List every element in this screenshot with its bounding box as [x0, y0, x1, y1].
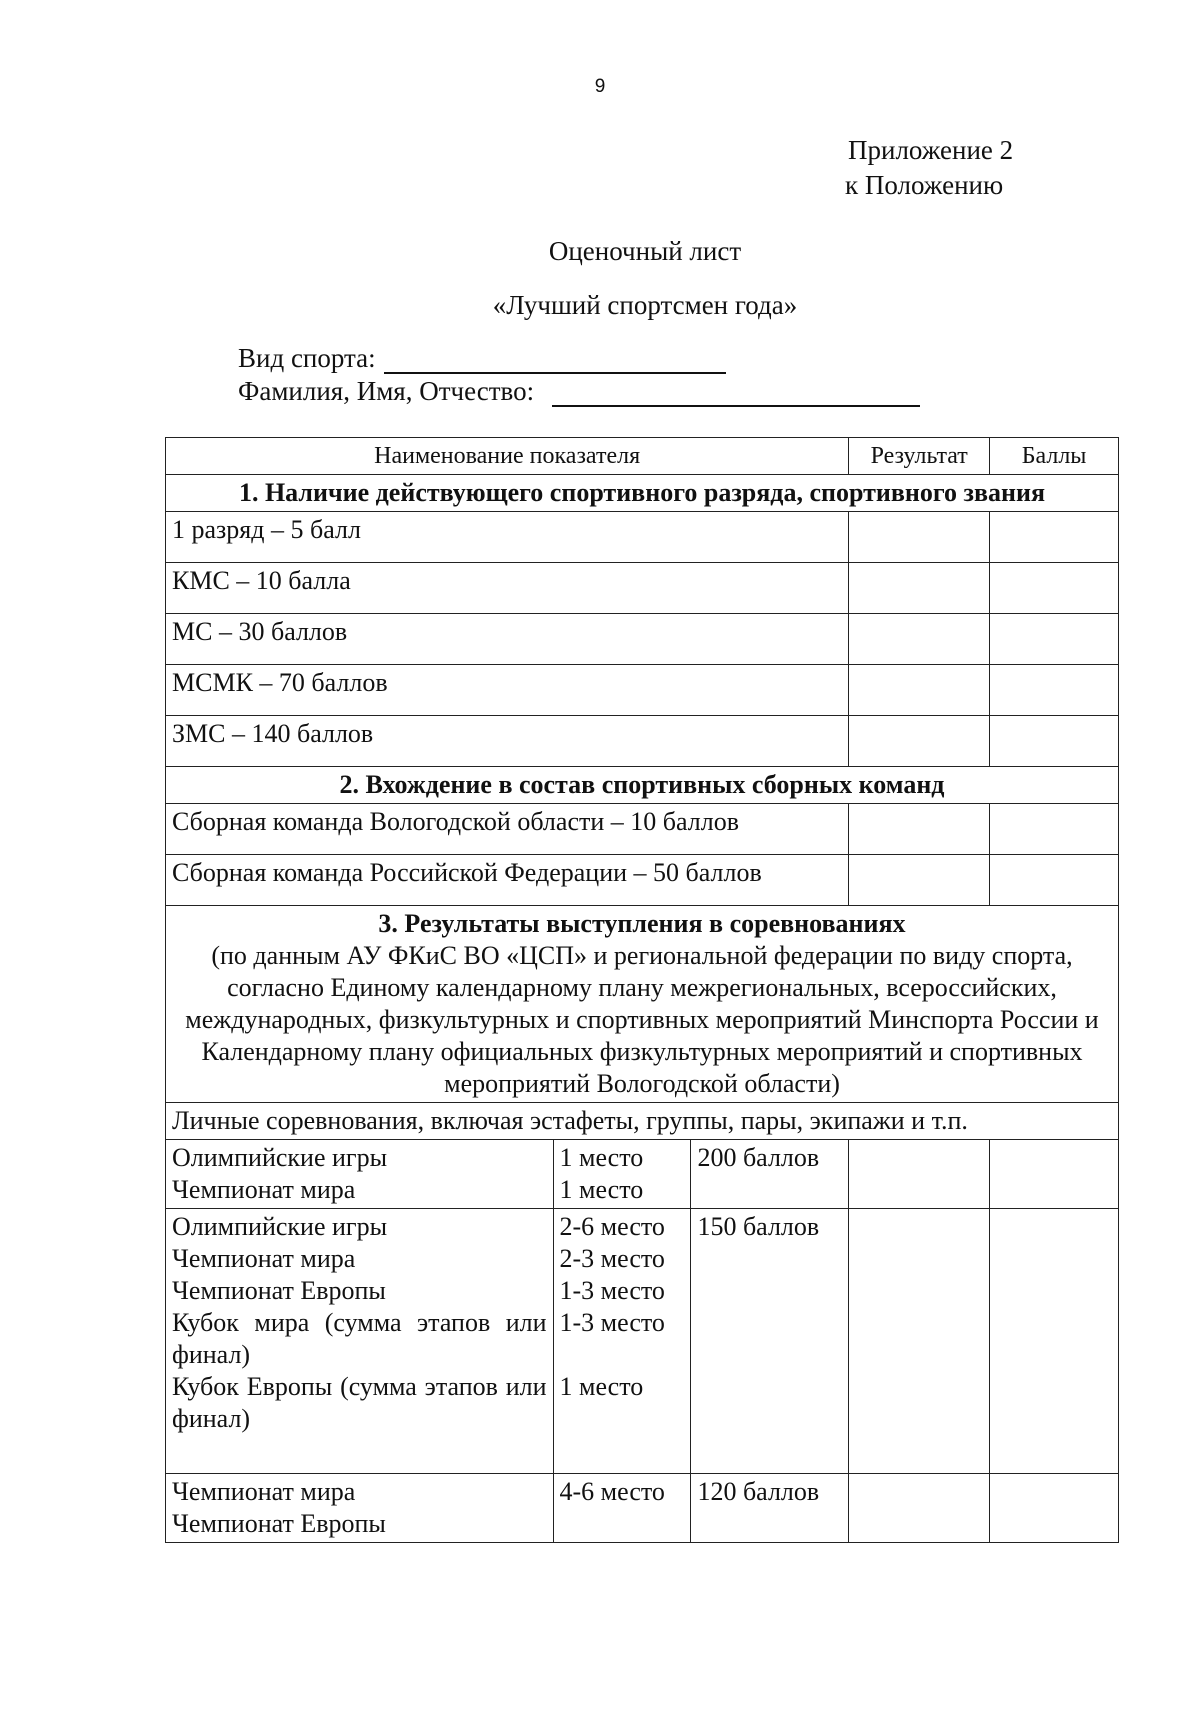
event-cell — [166, 1140, 554, 1209]
place-cell — [553, 1474, 691, 1543]
section-3-title: 3. Результаты выступления в соревнованиях — [378, 909, 906, 938]
score-table — [165, 437, 1119, 1543]
result-cell[interactable] — [849, 563, 990, 614]
rank-item: МС – 30 баллов — [166, 614, 849, 665]
event-name: Чемпионат мира — [172, 1175, 356, 1204]
sport-label: Вид спорта: — [238, 343, 376, 373]
result-cell[interactable] — [849, 1474, 990, 1543]
team-item: Сборная команда Российской Федерации – 50 баллов — [166, 855, 849, 906]
place: 1 место — [559, 1175, 644, 1204]
sport-field — [238, 342, 726, 374]
points-cell[interactable] — [990, 1209, 1119, 1474]
table-row — [166, 1140, 1119, 1209]
award-points: 120 баллов — [691, 1474, 849, 1543]
place: 1-3 место — [559, 1308, 665, 1337]
page-number: 9 — [594, 76, 606, 97]
appendix-line-1: Приложение 2 — [848, 135, 1014, 165]
fio-input-line[interactable] — [552, 375, 920, 407]
award-points: 150 баллов — [691, 1209, 849, 1474]
points-cell[interactable] — [990, 855, 1119, 906]
event-name: Чемпионат Европы — [172, 1276, 386, 1305]
table-row — [166, 855, 1119, 906]
event-name: Чемпионат мира — [172, 1477, 356, 1506]
appendix-line-2: к Положению — [845, 170, 1004, 200]
event-name: Олимпийские игры — [172, 1212, 388, 1241]
document-subtitle: «Лучший спортсмен года» — [492, 290, 798, 320]
result-cell[interactable] — [849, 716, 990, 767]
rank-item: МСМК – 70 баллов — [166, 665, 849, 716]
points-cell[interactable] — [990, 1474, 1119, 1543]
header-points: Баллы — [990, 438, 1119, 475]
section-2-header — [166, 767, 1119, 804]
table-row — [166, 614, 1119, 665]
result-cell[interactable] — [849, 1140, 990, 1209]
event-name: Олимпийские игры — [172, 1143, 388, 1172]
result-cell[interactable] — [849, 1209, 990, 1474]
section-3-header — [166, 906, 1119, 1103]
result-cell[interactable] — [849, 804, 990, 855]
result-cell[interactable] — [849, 512, 990, 563]
document-title: Оценочный лист — [548, 236, 742, 266]
table-row — [166, 563, 1119, 614]
section-1-header — [166, 475, 1119, 512]
table-row — [166, 1474, 1119, 1543]
points-cell[interactable] — [990, 1140, 1119, 1209]
place-cell — [553, 1140, 691, 1209]
points-cell[interactable] — [990, 563, 1119, 614]
table-row — [166, 665, 1119, 716]
points-cell[interactable] — [990, 512, 1119, 563]
team-item: Сборная команда Вологодской области – 10 баллов — [166, 804, 849, 855]
section-3-subheading-row — [166, 1103, 1119, 1140]
place-cell — [553, 1209, 691, 1474]
result-cell[interactable] — [849, 855, 990, 906]
sport-input-line[interactable] — [384, 342, 726, 374]
place: 1 место — [559, 1143, 644, 1172]
place: 2-6 место — [559, 1212, 665, 1241]
header-result: Результат — [849, 438, 990, 475]
fio-field — [238, 375, 920, 407]
table-row — [166, 512, 1119, 563]
place: 1-3 место — [559, 1276, 665, 1305]
rank-item: 1 разряд – 5 балл — [166, 512, 849, 563]
table-header-row — [166, 438, 1119, 475]
header-indicator: Наименование показателя — [166, 438, 849, 475]
section-1-title: 1. Наличие действующего спортивного разряда, спортивного звания — [166, 475, 1119, 512]
award-points: 200 баллов — [691, 1140, 849, 1209]
points-cell[interactable] — [990, 614, 1119, 665]
event-cell — [166, 1209, 554, 1474]
table-row — [166, 804, 1119, 855]
event-name: Чемпионат Европы — [172, 1509, 386, 1538]
event-name: Кубок мира (сумма этапов или финал) — [172, 1308, 547, 1369]
event-cell — [166, 1474, 554, 1543]
result-cell[interactable] — [849, 665, 990, 716]
result-cell[interactable] — [849, 614, 990, 665]
place: 2-3 место — [559, 1244, 665, 1273]
points-cell[interactable] — [990, 716, 1119, 767]
rank-item: ЗМС – 140 баллов — [166, 716, 849, 767]
rank-item: КМС – 10 балла — [166, 563, 849, 614]
fio-label: Фамилия, Имя, Отчество: — [238, 376, 535, 406]
place: 4-6 место — [559, 1477, 665, 1506]
place: 1 место — [559, 1372, 644, 1401]
points-cell[interactable] — [990, 665, 1119, 716]
points-cell[interactable] — [990, 804, 1119, 855]
section-2-title: 2. Вхождение в состав спортивных сборных команд — [166, 767, 1119, 804]
section-3-note: (по данным АУ ФКиС ВО «ЦСП» и региональной федерации по виду спорта, согласно Единому календарному плану межрегиональных, всероссийских, международных, физкультурных и спортивных мероприятий Минспорта России и Календарному плану официальных физкультурных мероприятий и спортивных мероприятий Вологодской области) — [185, 941, 1099, 1098]
section-3-subheading: Личные соревнования, включая эстафеты, группы, пары, экипажи и т.п. — [166, 1103, 1119, 1140]
table-row — [166, 1209, 1119, 1474]
table-row — [166, 716, 1119, 767]
section-3-cell — [166, 906, 1119, 1103]
event-name: Чемпионат мира — [172, 1244, 356, 1273]
event-name: Кубок Европы (сумма этапов или финал) — [172, 1372, 547, 1433]
appendix-reference — [845, 133, 1014, 203]
